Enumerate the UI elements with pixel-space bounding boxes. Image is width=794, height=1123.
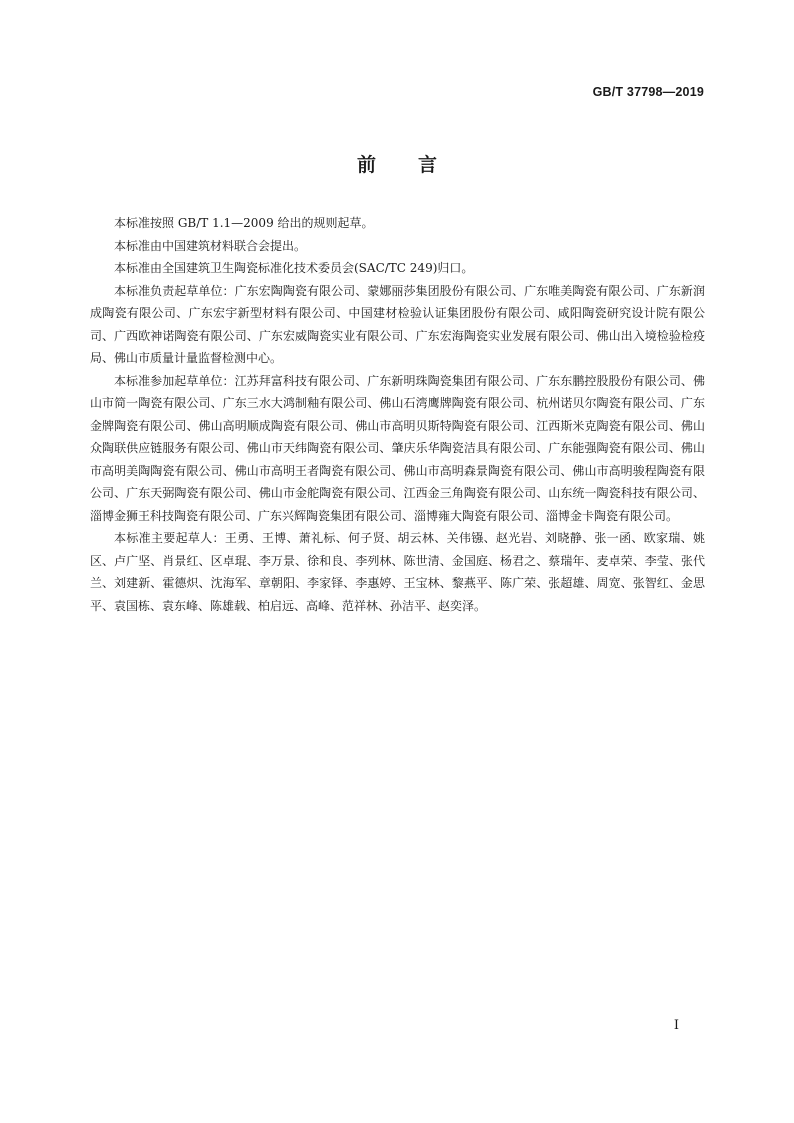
standard-code: GB/T 37798—2019 xyxy=(592,85,704,99)
paragraph-centralized-unit: 本标准由全国建筑卫生陶瓷标准化技术委员会(SAC/TC 249)归口。 xyxy=(114,261,474,275)
foreword-body xyxy=(90,212,705,617)
page-title: 前言 xyxy=(356,154,479,176)
paragraph-proposer: 本标准由中国建筑材料联合会提出。 xyxy=(114,238,307,253)
paragraph-participating-drafters: 本标准参加起草单位：江苏拜富科技有限公司、广东新明珠陶瓷集团有限公司、广东东鹏控股股份有限公司、佛山市简一陶瓷有限公司、广东三水大鸿制釉有限公司、佛山石湾鹰牌陶瓷有限公司、杭州诺贝尔陶瓷有限公司、广东金牌陶瓷有限公司、佛山高明顺成陶瓷有限公司、佛山市高明贝斯特陶瓷有限公司、江西斯米克陶瓷有限公司、佛山众陶联供应链服务有限公司、佛山市天纬陶瓷有限公司、肇庆乐华陶瓷洁具有限公司、广东能强陶瓷有限公司、佛山市高明美陶陶瓷有限公司、佛山市高明王者陶瓷有限公司、佛山市高明森景陶瓷有限公司、佛山市高明骏程陶瓷有限公司、广东天弼陶瓷有限公司、佛山市金舵陶瓷有限公司、江西金三角陶瓷有限公司、山东统一陶瓷科技有限公司、淄博金狮王科技陶瓷有限公司、广东兴辉陶瓷集团有限公司、淄博雍大陶瓷有限公司、淄博金卡陶瓷有限公司。 xyxy=(90,373,705,523)
paragraph-main-drafters: 本标准主要起草人：王勇、王博、萧礼标、何子贤、胡云林、关伟镪、赵光岩、刘晓静、张一函、欧家瑞、姚区、卢广坚、肖景红、区卓琨、李万景、徐和良、李列林、陈世清、金国庭、杨君之、蔡瑞年、麦卓荣、李莹、张代兰、刘建新、霍德炽、沈海军、章朝阳、李家铎、李惠婷、王宝林、黎燕平、陈广荣、张超雄、周宽、张智红、金思平、袁国栋、袁东峰、陈雄载、柏启远、高峰、范祥林、孙洁平、赵奕泽。 xyxy=(90,531,705,613)
paragraph-responsible-drafters: 本标准负责起草单位：广东宏陶陶瓷有限公司、蒙娜丽莎集团股份有限公司、广东唯美陶瓷有限公司、广东新润成陶瓷有限公司、广东宏宇新型材料有限公司、中国建材检验认证集团股份有限公司、咸阳陶瓷研究设计院有限公司、广西欧神诺陶瓷有限公司、广东宏威陶瓷实业有限公司、广东宏海陶瓷实业发展有限公司、佛山出入境检验检疫局、佛山市质量计量监督检测中心。 xyxy=(90,283,705,365)
paragraph-drafting-rules: 本标准按照 GB/T 1.1—2009 给出的规则起草。 xyxy=(114,216,374,230)
page-number: I xyxy=(673,1018,679,1033)
